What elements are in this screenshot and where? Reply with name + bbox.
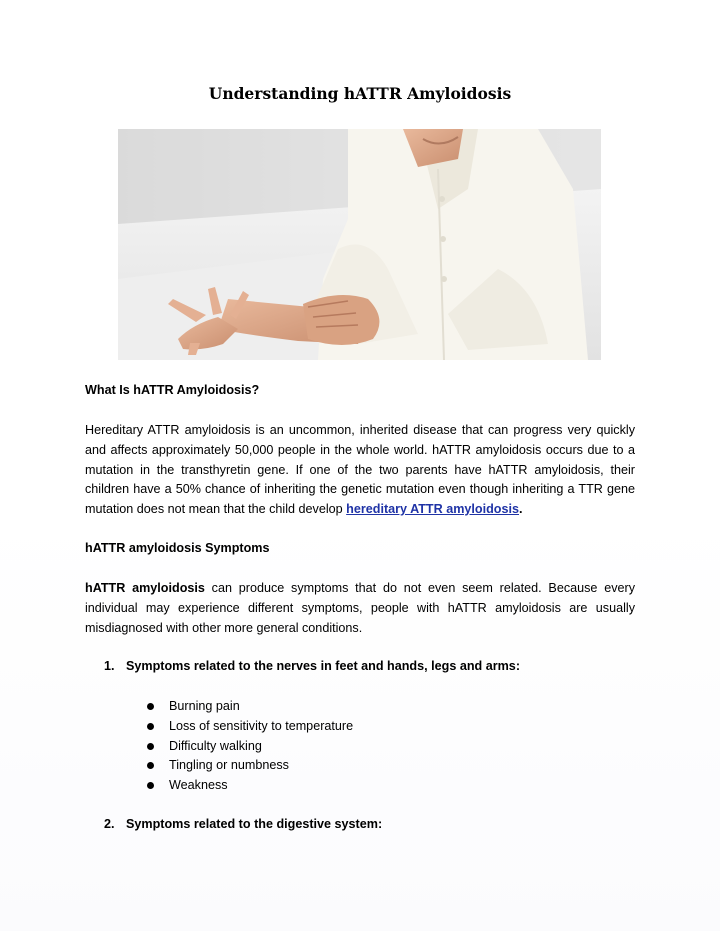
- list-item: Loss of sensitivity to temperature: [147, 717, 353, 737]
- paragraph-period: .: [519, 502, 523, 517]
- hereditary-attr-link[interactable]: hereditary ATTR amyloidosis: [346, 502, 520, 517]
- section-symptoms: [85, 539, 635, 559]
- list-item: Weakness: [147, 776, 353, 796]
- section-heading: What Is hATTR Amyloidosis?: [85, 383, 260, 397]
- paragraph: [85, 579, 635, 638]
- list-number: 2.: [104, 817, 115, 831]
- paragraph-text: can produce symptoms that do not even seem related. Because every individual may experience different symptoms, people with hATTR amyloidosis are usually misdiagnosed with other more general conditions.: [85, 581, 636, 635]
- section-what-is: [85, 381, 635, 401]
- section-heading: hATTR amyloidosis Symptoms: [85, 541, 270, 555]
- list-label: Symptoms related to the digestive system:: [126, 817, 383, 831]
- paragraph: [85, 421, 635, 520]
- paragraph-text: Hereditary ATTR amyloidosis is an uncommon, inherited disease that can progress very quickly and affects approximately 50,000 people in the whole world. hATTR amyloidosis occurs due to a mutation in the transthyretin gene. If one of the two parents have hATTR amyloidosis, their children have a 50% chance of inheriting the genetic mutation even though inheriting a TTR gene mutation does not mean that the child develop: [85, 423, 635, 517]
- list-label: Symptoms related to the nerves in feet and hands, legs and arms:: [126, 659, 521, 673]
- photo-woman-holding-wrist: [118, 129, 601, 360]
- bullet-icon: [147, 723, 154, 730]
- section-symptoms-body: [85, 579, 635, 638]
- list-item-nerves: [104, 659, 520, 673]
- section-what-is-body: [85, 421, 635, 520]
- list-item: Burning pain: [147, 697, 353, 717]
- list-item: Difficulty walking: [147, 737, 353, 757]
- bullet-icon: [147, 743, 154, 750]
- nerve-symptom-list: [147, 697, 353, 796]
- list-item-digestive: [104, 817, 382, 831]
- list-item: Tingling or numbness: [147, 756, 353, 776]
- bullet-icon: [147, 703, 154, 710]
- document-title: Understanding hATTR Amyloidosis: [208, 84, 512, 103]
- bullet-icon: [147, 762, 154, 769]
- paragraph-lead: hATTR amyloidosis: [85, 581, 205, 595]
- bullet-icon: [147, 782, 154, 789]
- list-number: 1.: [104, 659, 115, 673]
